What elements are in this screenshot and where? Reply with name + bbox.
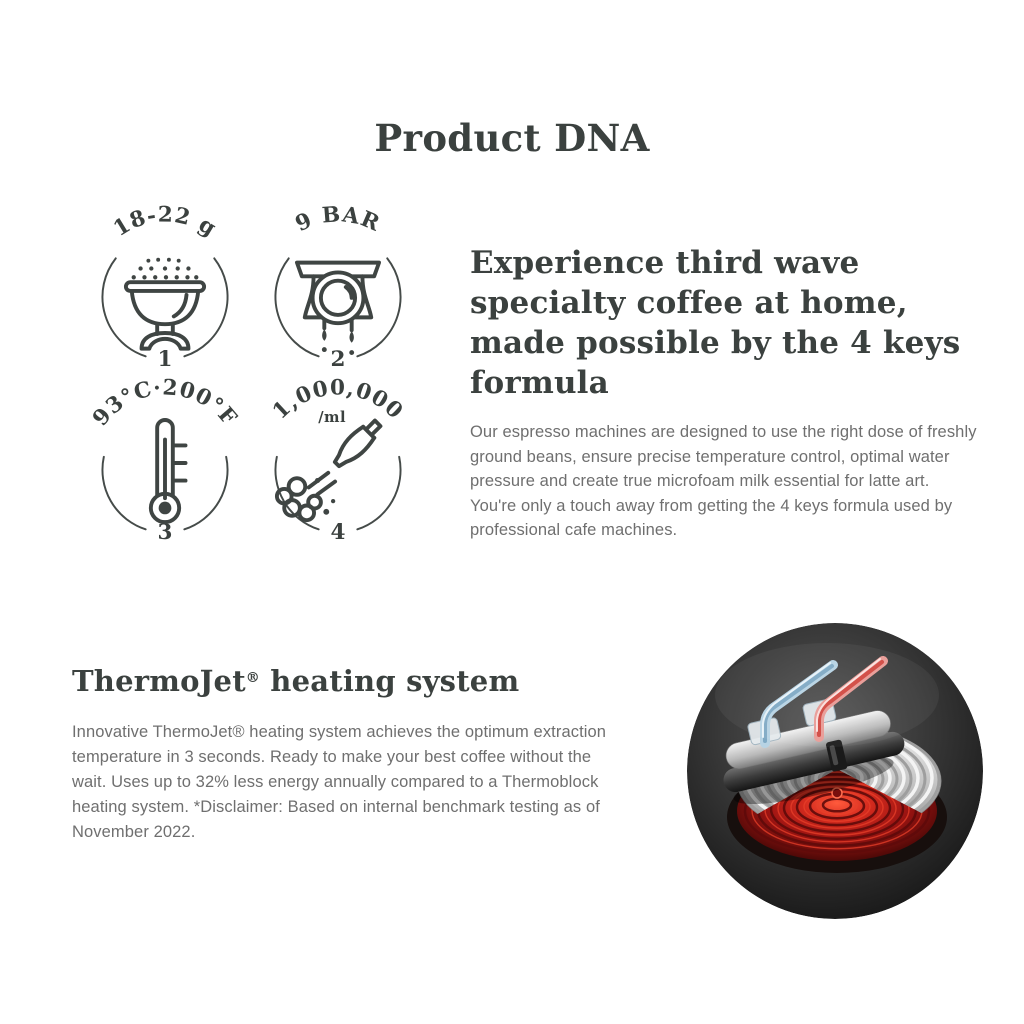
thermojet-heading [72, 664, 622, 698]
svg-text:18-22 g [109, 204, 221, 242]
temperature-arc-label: 93°C·200°F [88, 377, 242, 432]
thermojet-heading-rest: heating system [260, 664, 520, 698]
dose-icon [79, 204, 251, 376]
four-keys-text-block [470, 243, 978, 543]
thermojet-text-block [72, 664, 622, 845]
dose-arc-label: 18-22 g [109, 204, 221, 242]
dose-icon-ring [102, 258, 227, 356]
page-title: Product DNA [374, 116, 650, 160]
portafilter-basket-glyph [126, 258, 204, 349]
sphere-highlight [715, 643, 939, 747]
dose-number: 1 [157, 347, 173, 373]
microfoam-arc-label: 1,000,000 [267, 377, 409, 425]
steam-wand-icon [252, 377, 424, 549]
svg-text:93°C·200°F [88, 377, 242, 431]
registered-mark: ® [245, 670, 260, 686]
four-keys-body: Our espresso machines are designed to use the right dose of freshly ground beans, ensure precise temperature control, optimal water pressure and create true microfoam milk essential for latte art. You're only a touch away from getting the 4 keys formula used by professional cafe machines. [470, 423, 977, 540]
four-keys-icon-grid [79, 204, 424, 549]
steam-wand-glyph [277, 416, 385, 520]
thermojet-heating-element-image [687, 623, 983, 919]
thermojet-body: Innovative ThermoJet® heating system achieves the optimum extraction temperature in 3 seconds. Ready to make your best coffee without the wait. Uses up to 32% less energy annually compared to a Thermoblock heating system. *Disclaimer: Based on internal benchmark testing as of November 2022. [72, 723, 607, 841]
pressure-arc-label: 9 BAR [291, 204, 384, 238]
pressure-number: 2 [330, 347, 346, 373]
microfoam-number: 4 [330, 520, 346, 546]
thermojet-brand: ThermoJet [72, 664, 246, 698]
pressure-gauge-glyph [297, 263, 379, 355]
four-keys-heading: Experience third wave specialty coffee at home, made possible by the 4 keys formula [470, 245, 961, 401]
heating-element-illustration [687, 623, 983, 919]
temperature-number: 3 [157, 520, 173, 546]
pressure-icon [252, 204, 424, 376]
temperature-icon [79, 377, 251, 549]
svg-text:9 BAR [292, 204, 384, 237]
microfoam-sub-label: /ml [318, 408, 347, 426]
thermometer-glyph [151, 420, 186, 522]
